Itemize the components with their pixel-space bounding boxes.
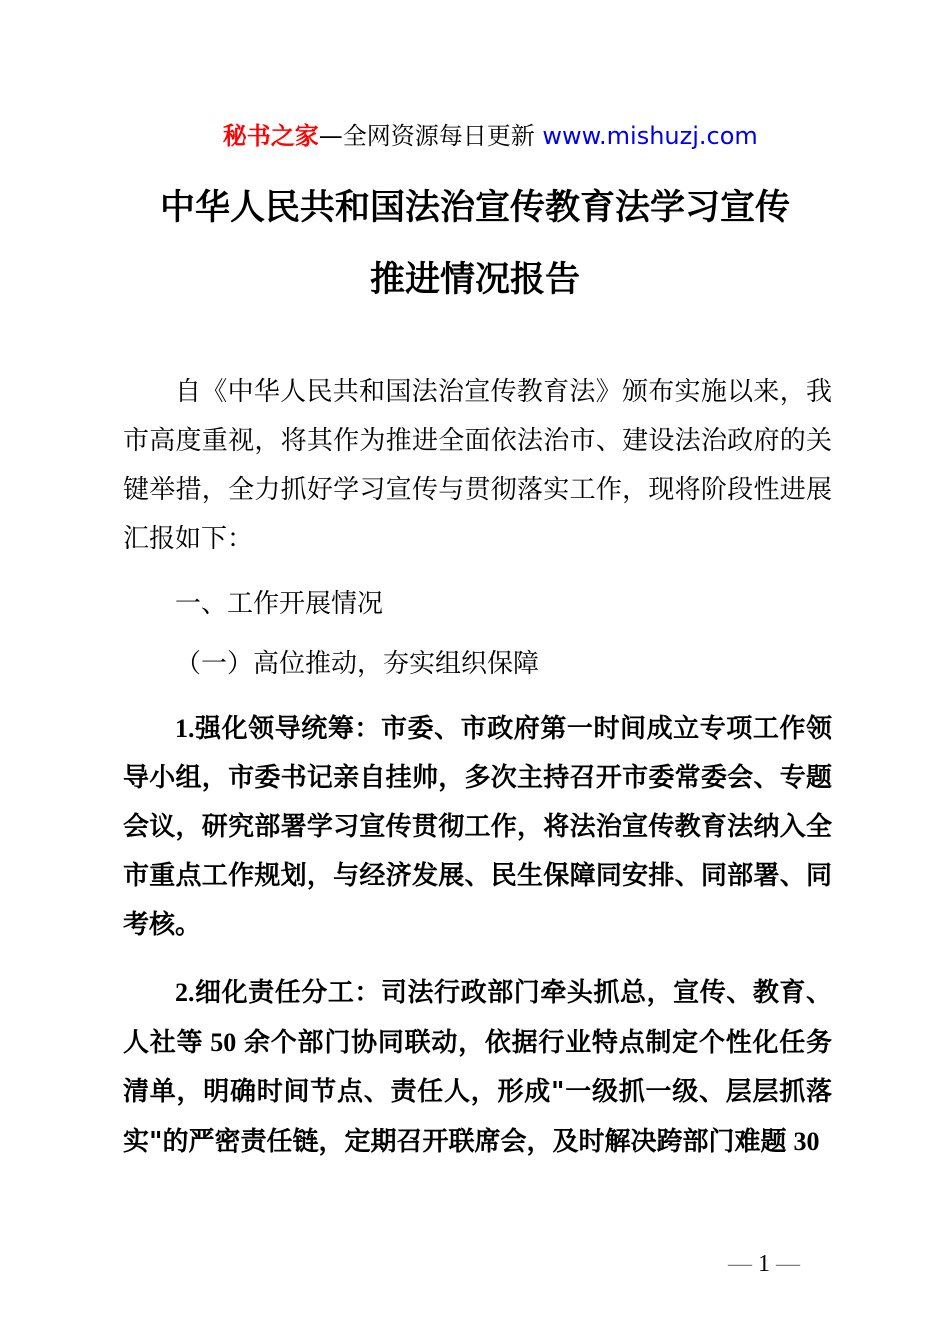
site-name: 秘书之家 <box>222 122 319 150</box>
document-title <box>0 172 950 316</box>
page-number-value: 1 <box>752 1251 776 1277</box>
page-number-dash-right: — <box>776 1251 800 1277</box>
title-line-1: 中华人民共和国法治宣传教育法学习宣传 <box>159 188 790 228</box>
item-1-number: 1. <box>175 714 195 743</box>
item-1-text: 强化领导统筹：市委、市政府第一时间成立专项工作领导小组，市委书记亲自挂帅，多次主持召开市委常委会、专题会议，研究部署学习宣传贯彻工作，将法治宣传教育法纳入全市重点工作规划，与经济发展、民生保障同安排、同部署、同考核。 <box>123 714 832 940</box>
numbered-paragraph-1 <box>123 704 832 950</box>
document-body <box>123 368 832 1167</box>
page-number-dash-left: — <box>728 1251 752 1277</box>
subsection-heading: （一）高位推动，夯实组织保障 <box>175 649 540 679</box>
item-2-inline-number-30: 30 <box>793 1127 820 1156</box>
site-url-link[interactable]: www.mishuzj.com <box>542 122 758 150</box>
intro-paragraph: 自《中华人民共和国法治宣传教育法》颁布实施以来，我市高度重视，将其作为推进全面依法治市、建设法治政府的关键举措，全力抓好学习宣传与贯彻落实工作，现将阶段性进展汇报如下： <box>123 377 832 554</box>
item-2-number: 2. <box>175 978 195 1007</box>
item-2-inline-number-50: 50 <box>210 1028 237 1057</box>
site-tagline: —全网资源每日更新 <box>318 122 543 150</box>
title-line-2: 推进情况报告 <box>369 260 580 300</box>
section-heading: 一、工作开展情况 <box>175 589 384 619</box>
item-2-text-a: 细化责任分工：司法行政部门牵头抓总，宣传、教育、人社等 <box>123 978 832 1058</box>
page-number <box>704 1222 800 1306</box>
site-header <box>0 88 950 184</box>
item-2-text-b: 余个部门协同联动，依据行业特点制定个性化任务清单，明确时间节点、责任人，形成"一级抓一级、层层抓落实"的严密责任链，定期召开联席会，及时解决跨部门难题 <box>123 1028 832 1157</box>
numbered-paragraph-2 <box>123 968 832 1167</box>
